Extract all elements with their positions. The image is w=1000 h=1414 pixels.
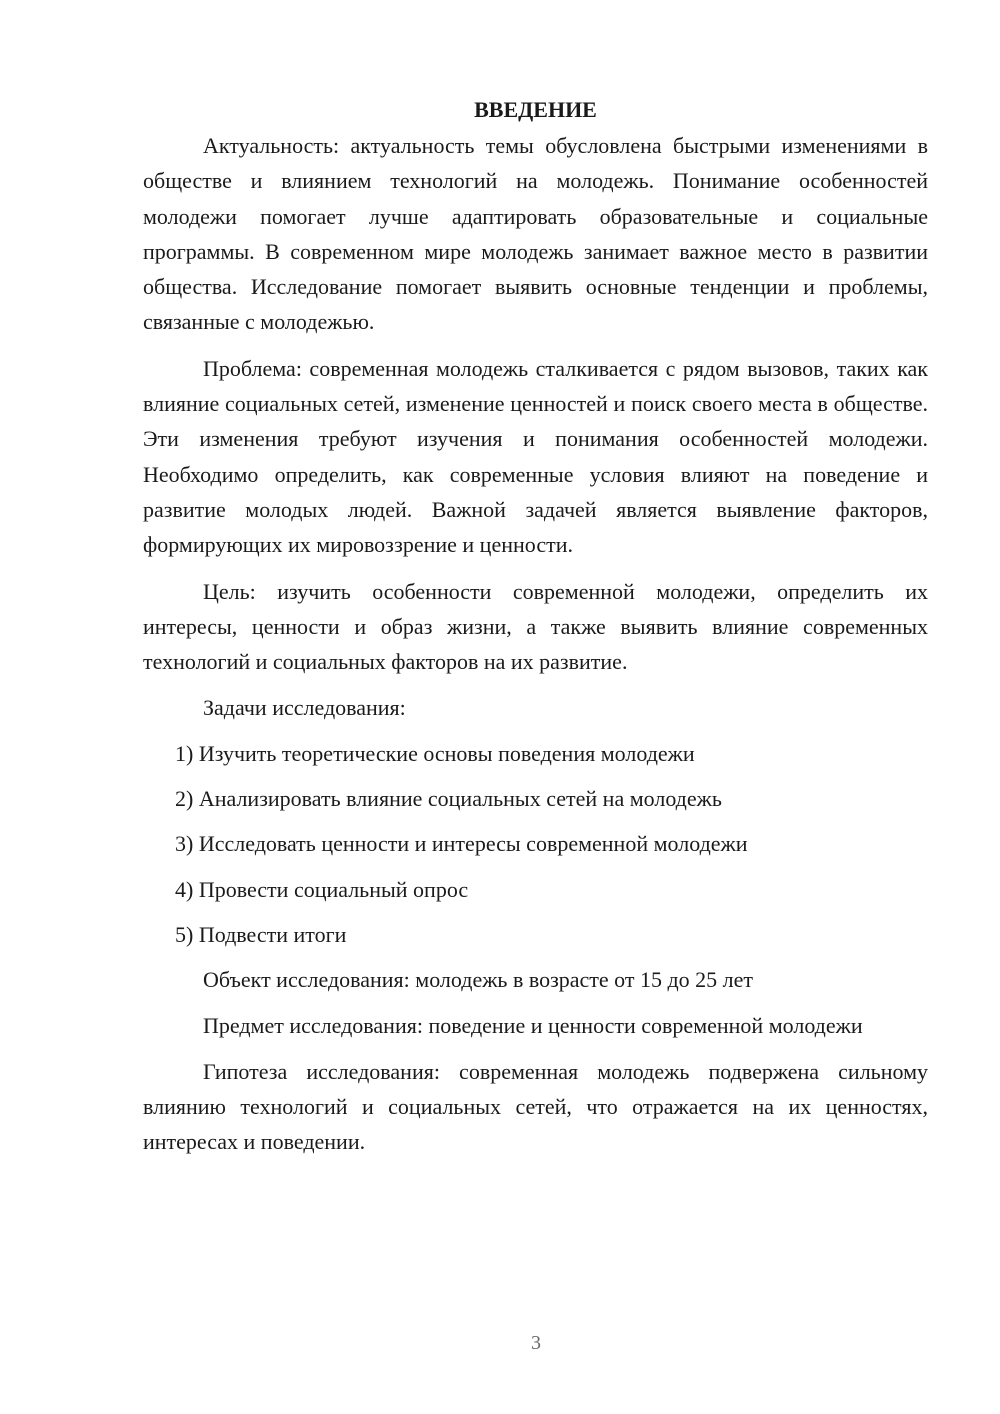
goal-paragraph: Цель: изучить особенности современной молодежи, определить их интересы, ценности и образ жизни, а также выявить влияние современных технологий и социальных факторов на их развитие. (143, 578, 928, 675)
list-item: 3) Исследовать ценности и интересы современной молодежи (175, 831, 748, 857)
list-item: 2) Анализировать влияние социальных сетей на молодежь (175, 786, 722, 812)
section-title: ВВЕДЕНИЕ (474, 97, 597, 122)
list-item: 1) Изучить теоретические основы поведения молодежи (175, 740, 695, 766)
tasks-list (143, 736, 928, 952)
subject-paragraph: Предмет исследования: поведение и ценности современной молодежи (203, 1012, 863, 1038)
list-item: 5) Подвести итоги (175, 921, 347, 947)
page-number: 3 (531, 1332, 541, 1354)
tasks-heading: Задачи исследования: (203, 695, 406, 721)
relevance-paragraph: Актуальность: актуальность темы обусловлена быстрыми изменениями в обществе и влиянием технологий на молодежь. Понимание особенностей молодежи помогает лучше адаптировать образовательные и социальные программы. В современном мире молодежь занимает важное место в развитии общества. Исследование помогает выявить основные тенденции и проблемы, связанные с молодежью. (143, 133, 928, 335)
list-item: 4) Провести социальный опрос (175, 876, 469, 902)
problem-paragraph: Проблема: современная молодежь сталкивается с рядом вызовов, таких как влияние социальных сетей, изменение ценностей и поиск своего места в обществе. Эти изменения требуют изучения и понимания особенностей молодежи. Необходимо определить, как современные условия влияют на поведение и развитие молодых людей. Важной задачей является выявление факторов, формирующих их мировоззрение и ценности. (143, 355, 928, 558)
document-page (143, 92, 928, 1171)
hypothesis-paragraph: Гипотеза исследования: современная молодежь подвержена сильному влиянию технологий и социальных сетей, что отражается на их ценностях, интересах и поведении. (143, 1058, 928, 1155)
object-paragraph: Объект исследования: молодежь в возрасте от 15 до 25 лет (203, 967, 754, 993)
